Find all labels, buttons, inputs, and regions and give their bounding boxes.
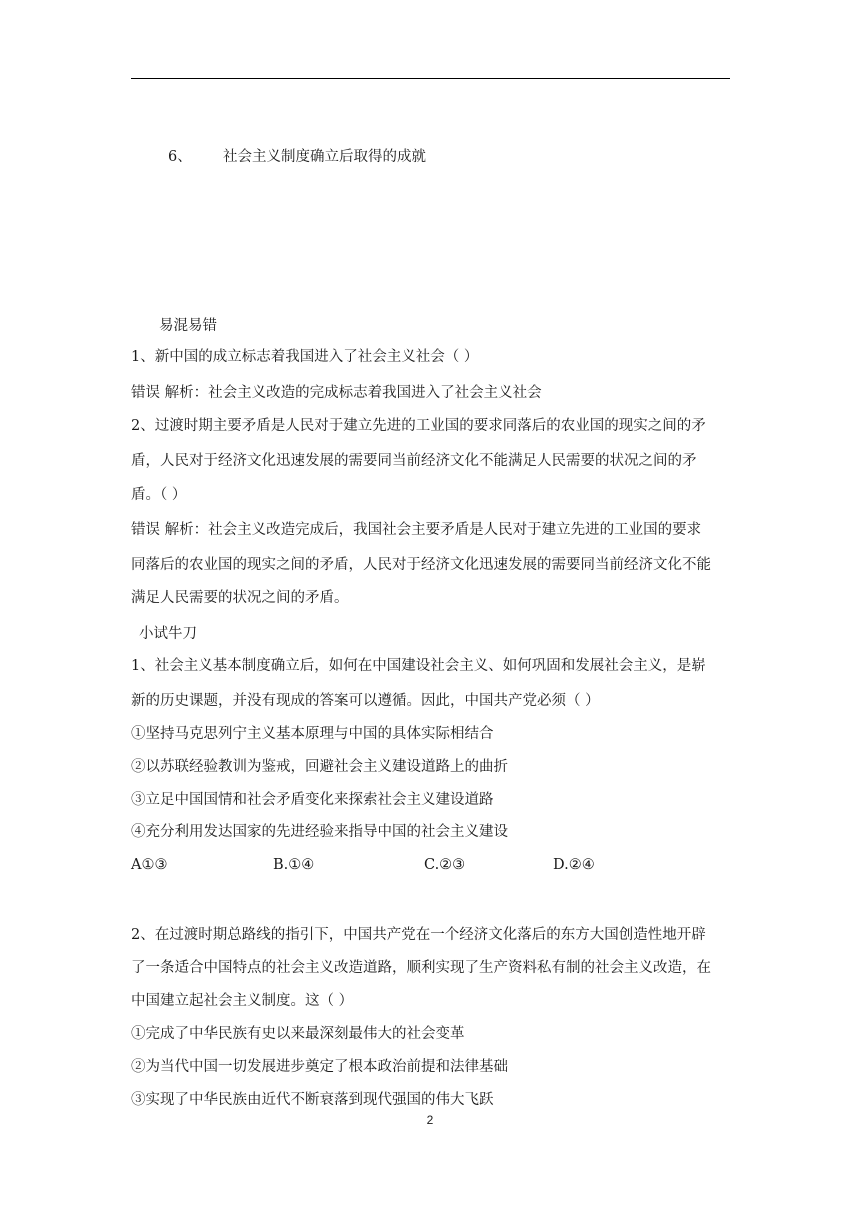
answer-option-b: B.①④ <box>273 857 315 873</box>
question-line: 中国建立起社会主义制度。这（ ） <box>131 993 354 1009</box>
question-line: 新的历史课题，并没有现成的答案可以遵循。因此，中国共产党必须（ ） <box>131 693 600 709</box>
practice-section-label: 小试牛刀 <box>139 626 197 642</box>
confusion-line: 满足人民需要的状况之间的矛盾。 <box>131 590 349 606</box>
answer-option-c: C.②③ <box>424 857 466 873</box>
confusion-line: 同落后的农业国的现实之间的矛盾，人民对于经济文化迅速发展的需要同当前经济文化不能 <box>131 557 711 573</box>
confusion-line: 2、过渡时期主要矛盾是人民对于建立先进的工业国的要求同落后的农业国的现实之间的矛 <box>131 418 706 434</box>
page-number: 2 <box>426 1113 434 1127</box>
question-line: ①坚持马克思列宁主义基本原理与中国的具体实际相结合 <box>131 726 494 742</box>
question-line: 1、社会主义基本制度确立后，如何在中国建设社会主义、如何巩固和发展社会主义，是崭 <box>131 658 706 674</box>
answer-option-a: A①③ <box>131 857 168 873</box>
confusion-section-label: 易混易错 <box>159 318 217 334</box>
confusion-line: 盾，人民对于经济文化迅速发展的需要同当前经济文化不能满足人民需要的状况之间的矛 <box>131 453 697 469</box>
confusion-line: 错误 解析：社会主义改造完成后，我国社会主要矛盾是人民对于建立先进的工业国的要求 <box>131 522 702 538</box>
question-line: ②为当代中国一切发展进步奠定了根本政治前提和法律基础 <box>131 1059 508 1075</box>
answer-option-d: D.②④ <box>553 857 595 873</box>
confusion-line: 1、新中国的成立标志着我国进入了社会主义社会（ ） <box>131 349 479 365</box>
question-line: ①完成了中华民族有史以来最深刻最伟大的社会变革 <box>131 1026 465 1042</box>
confusion-line: 错误 解析：社会主义改造的完成标志着我国进入了社会主义社会 <box>131 385 542 401</box>
heading-number: 6、 <box>168 149 192 165</box>
confusion-line: 盾。（ ） <box>131 487 187 503</box>
question-line: ③立足中国国情和社会矛盾变化来探索社会主义建设道路 <box>131 792 494 808</box>
header-rule <box>131 78 730 79</box>
question-line: ③实现了中华民族由近代不断衰落到现代强国的伟大飞跃 <box>131 1092 494 1108</box>
question-line: 了一条适合中国特点的社会主义改造道路，顺利实现了生产资料私有制的社会主义改造，在 <box>131 960 711 976</box>
heading-text: 社会主义制度确立后取得的成就 <box>223 149 426 165</box>
question-line: ②以苏联经验教训为鉴戒，回避社会主义建设道路上的曲折 <box>131 759 508 775</box>
question-line: 2、在过渡时期总路线的指引下，中国共产党在一个经济文化落后的东方大国创造性地开辟 <box>131 927 706 943</box>
question-line: ④充分利用发达国家的先进经验来指导中国的社会主义建设 <box>131 824 508 840</box>
